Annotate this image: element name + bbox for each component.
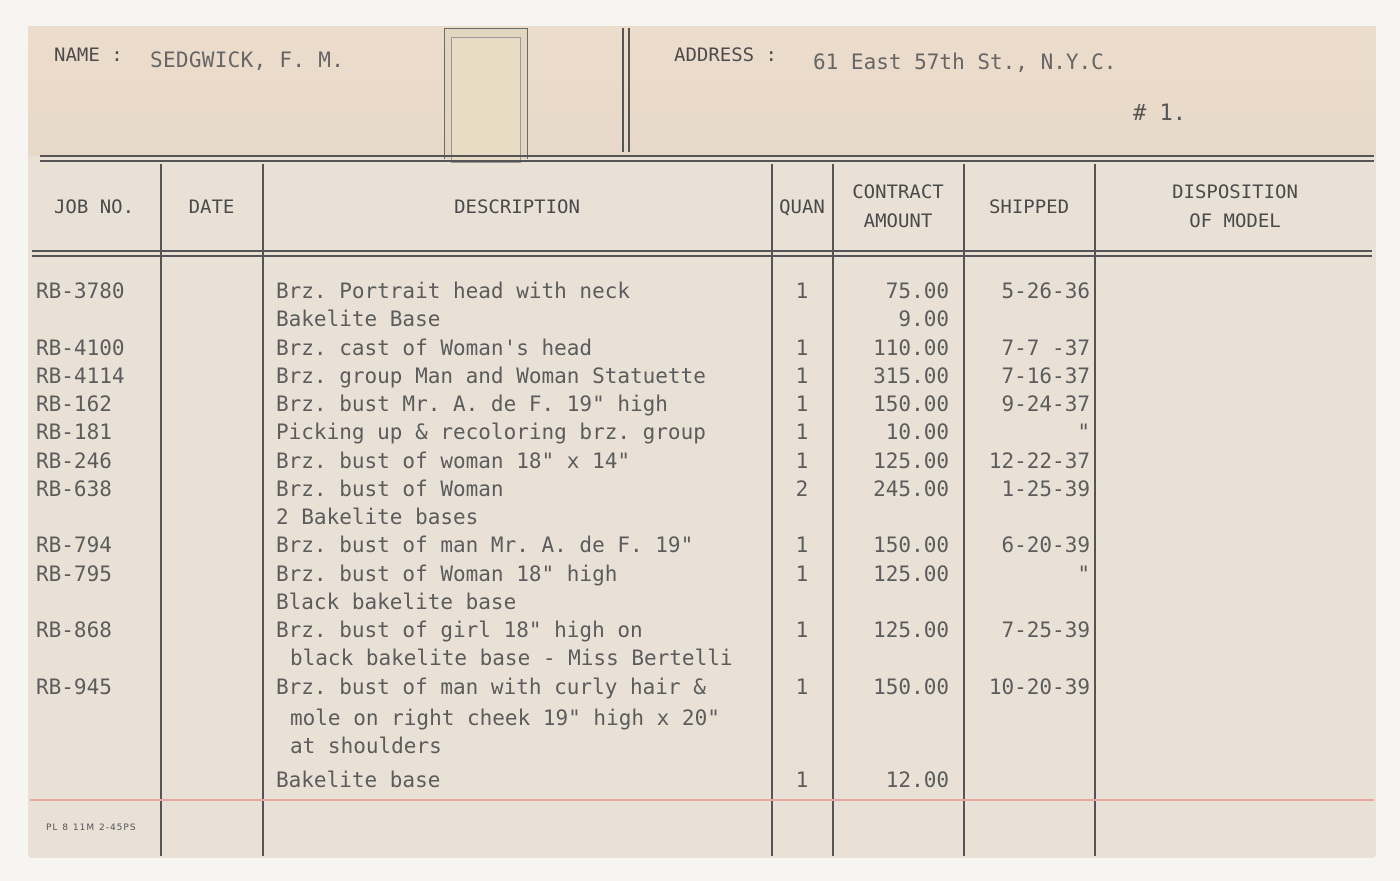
col-line-disposition xyxy=(1094,164,1096,856)
quan-cell: 1 xyxy=(795,336,809,360)
description-cell: Bakelite base xyxy=(276,768,441,792)
description-cell: black bakelite base - Miss Bertelli xyxy=(290,646,733,670)
amount-cell: 150.00 xyxy=(873,675,949,699)
amount-cell: 12.00 xyxy=(885,768,949,792)
header-divider-1 xyxy=(622,28,624,152)
shipped-cell: " xyxy=(1077,562,1090,586)
amount-cell: 125.00 xyxy=(873,618,949,642)
address-label: ADDRESS : xyxy=(674,44,777,66)
job-no-cell: RB-945 xyxy=(36,675,112,699)
quan-cell: 1 xyxy=(795,364,809,388)
card-tab-inner xyxy=(451,37,521,163)
card-tab xyxy=(444,28,528,159)
amount-cell: 125.00 xyxy=(873,449,949,473)
card-number: # 1. xyxy=(1133,101,1186,126)
description-cell: Brz. bust of man with curly hair & xyxy=(276,675,706,699)
header-rule-1 xyxy=(32,250,1372,252)
amount-cell: 9.00 xyxy=(898,307,949,331)
description-cell: Brz. bust Mr. A. de F. 19" high xyxy=(276,392,668,416)
job-no-cell: RB-162 xyxy=(36,392,112,416)
col-head-shipped: SHIPPED xyxy=(988,196,1070,218)
description-cell: at shoulders xyxy=(290,734,442,758)
description-cell: 2 Bakelite bases xyxy=(276,505,479,529)
form-code: PL 8 11M 2-45PS xyxy=(46,823,137,833)
job-no-cell: RB-795 xyxy=(36,562,112,586)
job-no-cell: RB-638 xyxy=(36,477,112,501)
header-rule-2 xyxy=(32,255,1372,257)
description-cell: Brz. bust of man Mr. A. de F. 19" xyxy=(276,533,694,557)
quan-cell: 1 xyxy=(795,618,809,642)
job-no-cell: RB-4114 xyxy=(36,364,125,388)
quan-cell: 1 xyxy=(795,420,809,444)
col-head-of-model: OF MODEL xyxy=(1189,210,1281,232)
amount-cell: 125.00 xyxy=(873,562,949,586)
description-cell: Brz. bust of Woman xyxy=(276,477,504,501)
amount-cell: 245.00 xyxy=(873,477,949,501)
top-rule-2 xyxy=(40,160,1374,162)
col-head-description: DESCRIPTION xyxy=(454,196,580,218)
record-card xyxy=(28,26,1376,858)
amount-cell: 110.00 xyxy=(873,336,949,360)
top-rule-1 xyxy=(40,155,1374,157)
col-head-job-no: JOB NO. xyxy=(53,196,135,218)
description-cell: Brz. cast of Woman's head xyxy=(276,336,593,360)
description-cell: Brz. bust of woman 18" x 14" xyxy=(276,449,631,473)
quan-cell: 2 xyxy=(795,477,809,501)
col-head-disposition: DISPOSITION xyxy=(1172,181,1298,203)
job-no-cell: RB-794 xyxy=(36,533,112,557)
col-head-date: DATE xyxy=(188,196,235,218)
red-margin-line xyxy=(30,799,1374,801)
description-cell: mole on right cheek 19" high x 20" xyxy=(290,706,720,730)
col-line-amount xyxy=(832,164,834,856)
job-no-cell: RB-868 xyxy=(36,618,112,642)
job-no-cell: RB-3780 xyxy=(36,279,125,303)
header-divider-2 xyxy=(628,28,630,152)
description-cell: Brz. group Man and Woman Statuette xyxy=(276,364,706,388)
shipped-cell: 10-20-39 xyxy=(988,675,1090,699)
description-cell: Bakelite Base xyxy=(276,307,441,331)
description-cell: Black bakelite base xyxy=(276,590,517,614)
quan-cell: 1 xyxy=(795,768,809,792)
amount-cell: 75.00 xyxy=(885,279,949,303)
col-head-amount: AMOUNT xyxy=(863,210,933,232)
description-cell: Picking up & recoloring brz. group xyxy=(276,420,706,444)
shipped-cell: 5-26-36 xyxy=(1001,279,1090,303)
amount-cell: 150.00 xyxy=(873,533,949,557)
description-cell: Brz. bust of Woman 18" high xyxy=(276,562,618,586)
col-line-date xyxy=(160,164,162,856)
col-line-shipped xyxy=(963,164,965,856)
address-value: 61 East 57th St., N.Y.C. xyxy=(813,50,1117,74)
shipped-cell: 9-24-37 xyxy=(1001,392,1090,416)
description-cell: Brz. bust of girl 18" high on xyxy=(276,618,643,642)
description-cell: Brz. Portrait head with neck xyxy=(276,279,631,303)
quan-cell: 1 xyxy=(795,533,809,557)
shipped-cell: 7-25-39 xyxy=(1001,618,1090,642)
quan-cell: 1 xyxy=(795,279,809,303)
quan-cell: 1 xyxy=(795,392,809,416)
quan-cell: 1 xyxy=(795,449,809,473)
col-head-contract: CONTRACT xyxy=(852,181,944,203)
shipped-cell: 1-25-39 xyxy=(1001,477,1090,501)
quan-cell: 1 xyxy=(795,562,809,586)
amount-cell: 10.00 xyxy=(885,420,949,444)
col-line-desc xyxy=(262,164,264,856)
job-no-cell: RB-4100 xyxy=(36,336,125,360)
shipped-cell: 7-7 -37 xyxy=(1001,336,1090,360)
name-value: SEDGWICK, F. M. xyxy=(150,48,345,72)
col-head-quan: QUAN xyxy=(779,196,825,218)
amount-cell: 315.00 xyxy=(873,364,949,388)
amount-cell: 150.00 xyxy=(873,392,949,416)
shipped-cell: 7-16-37 xyxy=(1001,364,1090,388)
name-label: NAME : xyxy=(54,44,123,66)
shipped-cell: 12-22-37 xyxy=(988,449,1090,473)
quan-cell: 1 xyxy=(795,675,809,699)
job-no-cell: RB-181 xyxy=(36,420,112,444)
col-line-quan xyxy=(771,164,773,856)
shipped-cell: " xyxy=(1077,420,1090,444)
shipped-cell: 6-20-39 xyxy=(1001,533,1090,557)
job-no-cell: RB-246 xyxy=(36,449,112,473)
